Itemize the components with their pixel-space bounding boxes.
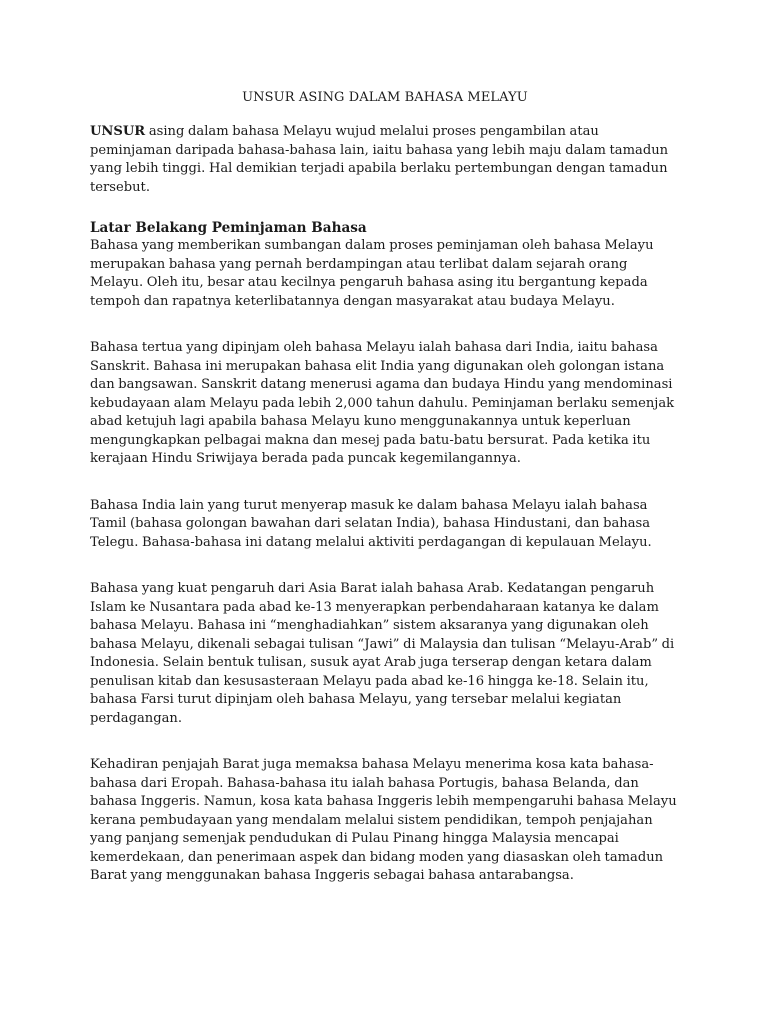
- paragraph-european: Kehadiran penjajah Barat juga memaksa bahasa Melayu menerima kosa kata bahasa-bahasa dari Eropah. Bahasa-bahasa itu ialah bahasa Portugis, bahasa Belanda, dan bahasa Inggeris. Namun, kosa kata bahasa Inggeris lebih mempengaruhi bahasa Melayu kerana pembudayaan yang mendalam melalui sistem pendidikan, tempoh penjajahan yang panjang semenjak pendudukan di Pulau Pinang hingga Malaysia mencapai kemerdekaan, dan penerimaan aspek dan bidang moden yang diasaskan oleh tamadun Barat yang menggunakan bahasa Inggeris sebagai bahasa antarabangsa.: [90, 757, 677, 883]
- intro-lead-word: UNSUR: [90, 124, 146, 139]
- document-title: UNSUR ASING DALAM BAHASA MELAYU: [242, 90, 528, 105]
- paragraph-background: Bahasa yang memberikan sumbangan dalam proses peminjaman oleh bahasa Melayu merupakan bahasa yang pernah berdampingan atau terlibat dalam sejarah orang Melayu. Oleh itu, besar atau kecilnya pengaruh bahasa asing itu bergantung kepada tempoh dan rapatnya keterlibatannya dengan masyarakat atau budaya Melayu.: [90, 238, 654, 309]
- paragraph-arabic: Bahasa yang kuat pengaruh dari Asia Barat ialah bahasa Arab. Kedatangan pengaruh Islam ke Nusantara pada abad ke-13 menyerapkan perbendaharaan katanya ke dalam bahasa Melayu. Bahasa ini “menghadiahkan” sistem aksaranya yang digunakan oleh bahasa Melayu, dikenali sebagai tulisan “Jawi” di Malaysia dan tulisan “Melayu-Arab” di Indonesia. Selain bentuk tulisan, susuk ayat Arab juga terserap dengan ketara dalam penulisan kitab dan kesusasteraan Melayu pada abad ke-16 hingga ke-18. Selain itu, bahasa Farsi turut dipinjam oleh bahasa Melayu, yang tersebar melalui kegiatan perdagangan.: [90, 581, 675, 726]
- intro-text: asing dalam bahasa Melayu wujud melalui proses pengambilan atau peminjaman daripada bahasa-bahasa lain, iaitu bahasa yang lebih maju dalam tamadun yang lebih tinggi. Hal demikian terjadi apabila berlaku pertembungan dengan tamadun tersebut.: [90, 124, 669, 195]
- intro-paragraph: [90, 123, 680, 197]
- paragraph-sanskrit: Bahasa tertua yang dipinjam oleh bahasa Melayu ialah bahasa dari India, iaitu bahasa Sanskrit. Bahasa ini merupakan bahasa elit India yang digunakan oleh golongan istana dan bangsawan. Sanskrit datang menerusi agama dan budaya Hindu yang mendominasi kebudayaan alam Melayu pada lebih 2,000 tahun dahulu. Peminjaman berlaku semenjak abad ketujuh lagi apabila bahasa Melayu kuno menggunakannya untuk keperluan mengungkapkan pelbagai makna dan mesej pada batu-batu bersurat. Pada ketika itu kerajaan Hindu Sriwijaya berada pada puncak kegemilangannya.: [90, 340, 675, 466]
- section-heading: Latar Belakang Peminjaman Bahasa: [90, 220, 367, 236]
- document-page: [90, 90, 680, 886]
- paragraph-other-indian: Bahasa India lain yang turut menyerap masuk ke dalam bahasa Melayu ialah bahasa Tamil (bahasa golongan bawahan dari selatan India), bahasa Hindustani, dan bahasa Telegu. Bahasa-bahasa ini datang melalui aktiviti perdagangan di kepulauan Melayu.: [90, 497, 652, 550]
